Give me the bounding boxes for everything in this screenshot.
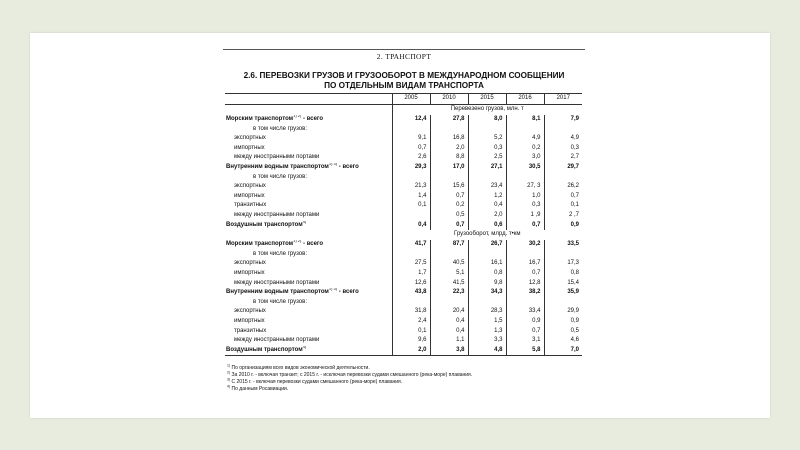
value-cell: 0,5 [544, 326, 582, 336]
value-cell: 26,7 [468, 240, 506, 250]
value-cell: 22,3 [430, 288, 468, 298]
value-cell: 3,8 [430, 346, 468, 356]
value-cell: 17,3 [544, 259, 582, 269]
chapter-header: 2. ТРАНСПОРТ [376, 52, 432, 61]
footnote-text: За 2010 г. - включая транзит; с 2015 г. - исключая перевозки судами смешанного (река-море) плавания. [230, 372, 473, 378]
footnote-text: С 2015 г. - включая перевозки судами смешанного (река-море) плавания. [230, 379, 403, 385]
value-cell: 15,6 [430, 182, 468, 192]
data-table [225, 93, 582, 356]
value-cell [392, 298, 430, 308]
value-cell: 0,9 [544, 317, 582, 327]
table-row [225, 240, 582, 250]
value-cell [544, 173, 582, 183]
value-cell: 9,1 [392, 134, 430, 144]
row-label: в том числе грузов: [253, 250, 307, 257]
value-cell: 0,8 [468, 269, 506, 279]
row-label: транзитных [234, 202, 267, 209]
footnote-mark: 3) [227, 377, 231, 382]
row-label-suffix: - всего [337, 289, 359, 296]
value-cell: 3,0 [506, 153, 544, 163]
value-cell: 1,3 [468, 326, 506, 336]
value-cell [430, 298, 468, 308]
value-cell: 1 ,9 [506, 211, 544, 221]
row-label-cell [225, 259, 392, 269]
value-cell: 29,7 [544, 163, 582, 173]
table-row [225, 125, 582, 135]
value-cell: 38,2 [506, 288, 544, 298]
value-cell: 5,2 [468, 134, 506, 144]
value-cell: 17,0 [430, 163, 468, 173]
value-cell: 2,6 [392, 153, 430, 163]
value-cell: 87,7 [430, 240, 468, 250]
row-footnote-mark: 4) [302, 345, 307, 349]
footnote-mark: 2) [227, 370, 231, 375]
table-row [225, 307, 582, 317]
row-label-cell [225, 173, 392, 183]
value-cell: 29,9 [544, 307, 582, 317]
row-label-cell [225, 163, 392, 173]
section-caption: Грузооборот, млрд. т•км [392, 230, 582, 240]
value-cell: 0,7 [506, 221, 544, 231]
header-rule [223, 49, 585, 50]
value-cell: 16,8 [430, 134, 468, 144]
row-label-suffix: - всего [301, 241, 323, 248]
value-cell: 0,4 [430, 317, 468, 327]
value-cell [506, 250, 544, 260]
value-cell: 34,3 [468, 288, 506, 298]
table-body [225, 94, 582, 356]
value-cell: 12,6 [392, 279, 430, 289]
row-label: импортных [234, 317, 265, 324]
table-row [225, 326, 582, 336]
value-cell: 0,4 [392, 221, 430, 231]
row-label-cell [225, 153, 392, 163]
value-cell [392, 125, 430, 135]
document-page [30, 33, 770, 418]
row-footnote-mark: 1) 2) [293, 115, 302, 119]
row-label-cell [225, 144, 392, 154]
row-label: между иностранными портами [234, 154, 320, 161]
row-label: Морским транспортом [226, 241, 294, 248]
row-label: Морским транспортом [226, 116, 294, 123]
value-cell: 21,3 [392, 182, 430, 192]
value-cell: 27, 3 [506, 182, 544, 192]
row-label: экспортных [234, 135, 266, 142]
footnote [227, 372, 587, 379]
value-cell: 0,1 [392, 201, 430, 211]
value-cell: 12,8 [506, 279, 544, 289]
value-cell: 4,8 [468, 346, 506, 356]
value-cell: 1,5 [468, 317, 506, 327]
value-cell: 0,6 [468, 221, 506, 231]
value-cell [392, 211, 430, 221]
value-cell: 2,0 [430, 144, 468, 154]
year-header: 2015 [468, 94, 506, 105]
section-caption-row [225, 105, 582, 116]
table-row [225, 250, 582, 260]
value-cell: 4,6 [544, 336, 582, 346]
value-cell: 2,7 [544, 153, 582, 163]
value-cell: 0,8 [544, 269, 582, 279]
value-cell: 8,1 [506, 115, 544, 125]
value-cell: 30,2 [506, 240, 544, 250]
row-label: экспортных [234, 260, 266, 267]
value-cell: 1,4 [392, 192, 430, 202]
value-cell: 0,7 [506, 269, 544, 279]
section-blank [225, 230, 392, 240]
value-cell: 20,4 [430, 307, 468, 317]
row-label: импортных [234, 192, 265, 199]
row-label: экспортных [234, 308, 266, 315]
row-label-cell [225, 307, 392, 317]
value-cell: 0,7 [544, 192, 582, 202]
value-cell: 0,9 [544, 221, 582, 231]
row-label-cell [225, 221, 392, 231]
table-row [225, 201, 582, 211]
table-row [225, 211, 582, 221]
value-cell: 4,9 [544, 134, 582, 144]
value-cell: 43,8 [392, 288, 430, 298]
row-label-suffix: - всего [337, 164, 359, 171]
row-label: в том числе грузов: [253, 298, 307, 305]
row-label: экспортных [234, 183, 266, 190]
value-cell [468, 173, 506, 183]
table-row [225, 163, 582, 173]
value-cell: 0,5 [430, 211, 468, 221]
table-row [225, 153, 582, 163]
value-cell: 30,5 [506, 163, 544, 173]
value-cell: 3,1 [506, 336, 544, 346]
table-row [225, 346, 582, 356]
value-cell: 7,0 [544, 346, 582, 356]
table-row [225, 115, 582, 125]
value-cell [430, 250, 468, 260]
value-cell [544, 125, 582, 135]
row-footnote-mark: 4) [302, 220, 307, 224]
footnotes [227, 365, 587, 393]
row-label: Воздушным транспортом [226, 346, 303, 353]
value-cell: 28,3 [468, 307, 506, 317]
value-cell: 7,9 [544, 115, 582, 125]
value-cell: 0,3 [506, 201, 544, 211]
table-row [225, 298, 582, 308]
row-label-cell [225, 211, 392, 221]
year-header: 2010 [430, 94, 468, 105]
value-cell: 27,5 [392, 259, 430, 269]
value-cell: 0,7 [392, 144, 430, 154]
table-title-line-2: ПО ОТДЕЛЬНЫМ ВИДАМ ТРАНСПОРТА [324, 81, 484, 90]
value-cell: 0,1 [392, 326, 430, 336]
value-cell: 2 ,7 [544, 211, 582, 221]
row-label: между иностранными портами [234, 337, 320, 344]
row-label: между иностранными портами [234, 212, 320, 219]
row-footnote-mark: 1) 3) [328, 288, 338, 292]
row-label-cell [225, 240, 392, 250]
table-row [225, 182, 582, 192]
value-cell: 41,7 [392, 240, 430, 250]
footnote-mark: 1) [227, 363, 231, 368]
value-cell: 4,9 [506, 134, 544, 144]
row-label: импортных [234, 270, 265, 276]
value-cell: 23,4 [468, 182, 506, 192]
value-cell: 5,8 [506, 346, 544, 356]
value-cell: 0,3 [544, 144, 582, 154]
value-cell: 29,3 [392, 163, 430, 173]
value-cell: 40,5 [430, 259, 468, 269]
value-cell: 26,2 [544, 182, 582, 192]
year-header: 2005 [392, 94, 430, 105]
section-caption: Перевезено грузов, млн. т [392, 105, 582, 116]
row-label: между иностранными портами [234, 279, 320, 286]
value-cell: 0,7 [430, 192, 468, 202]
value-cell [392, 173, 430, 183]
footnote-text: По данным Росавиации. [230, 386, 289, 392]
row-label-cell [225, 125, 392, 135]
value-cell: 0,2 [506, 144, 544, 154]
value-cell: 2,0 [468, 211, 506, 221]
value-cell: 1,0 [506, 192, 544, 202]
value-cell [506, 173, 544, 183]
section-caption-row [225, 230, 582, 240]
row-label-cell [225, 288, 392, 298]
value-cell [544, 250, 582, 260]
value-cell: 16,1 [468, 259, 506, 269]
value-cell: 0,7 [506, 326, 544, 336]
row-label-cell [225, 115, 392, 125]
row-label-cell [225, 192, 392, 202]
value-cell: 3,3 [468, 336, 506, 346]
footnote-mark: 4) [227, 384, 231, 389]
row-label: транзитных [234, 327, 267, 334]
value-cell [468, 298, 506, 308]
table-row [225, 288, 582, 298]
year-header: 2017 [544, 94, 582, 105]
value-cell: 9,8 [468, 279, 506, 289]
row-label: в том числе грузов: [253, 173, 307, 180]
table-row [225, 317, 582, 327]
value-cell: 0,2 [430, 201, 468, 211]
row-label-cell [225, 346, 392, 356]
table-row [225, 134, 582, 144]
value-cell: 1,1 [430, 336, 468, 346]
row-label-suffix: - всего [301, 116, 323, 123]
value-cell [392, 250, 430, 260]
value-cell [468, 125, 506, 135]
footnote [227, 386, 587, 393]
value-cell [544, 298, 582, 308]
row-label-cell [225, 182, 392, 192]
row-label-cell [225, 269, 392, 279]
value-cell: 8,0 [468, 115, 506, 125]
table-row [225, 144, 582, 154]
value-cell: 0,7 [430, 221, 468, 231]
value-cell: 0,4 [468, 201, 506, 211]
footnote [227, 365, 587, 372]
table-row [225, 269, 582, 279]
value-cell: 2,4 [392, 317, 430, 327]
value-cell: 33,5 [544, 240, 582, 250]
value-cell: 8,8 [430, 153, 468, 163]
table-row [225, 192, 582, 202]
table-row [225, 279, 582, 289]
header-blank [225, 94, 392, 105]
value-cell: 27,1 [468, 163, 506, 173]
row-label-cell [225, 250, 392, 260]
row-label-cell [225, 336, 392, 346]
value-cell: 5,1 [430, 269, 468, 279]
row-label-cell [225, 317, 392, 327]
row-label-cell [225, 201, 392, 211]
value-cell: 27,8 [430, 115, 468, 125]
value-cell: 35,9 [544, 288, 582, 298]
table-row [225, 336, 582, 346]
row-footnote-mark: 1) 2) [293, 240, 302, 244]
row-footnote-mark: 1) 3) [328, 162, 338, 167]
header-row [225, 94, 582, 105]
value-cell [506, 125, 544, 135]
year-header: 2016 [506, 94, 544, 105]
value-cell: 0,9 [506, 317, 544, 327]
value-cell: 41,5 [430, 279, 468, 289]
value-cell: 1,7 [392, 269, 430, 279]
value-cell: 0,4 [430, 326, 468, 336]
value-cell: 33,4 [506, 307, 544, 317]
row-label: в том числе грузов: [253, 125, 307, 132]
row-label: импортных [234, 144, 265, 151]
footnote-text: По организациям всех видов экономической деятельности. [230, 365, 370, 371]
table-title-line-1: 2.6. ПЕРЕВОЗКИ ГРУЗОВ И ГРУЗООБОРОТ В МЕЖДУНАРОДНОМ СООБЩЕНИИ [243, 71, 565, 80]
row-label: Внутренним водным транспортом [226, 164, 329, 171]
footnote [227, 379, 587, 386]
value-cell [468, 250, 506, 260]
value-cell: 15,4 [544, 279, 582, 289]
row-label-cell [225, 298, 392, 308]
value-cell [430, 173, 468, 183]
row-label: Внутренним водным транспортом [226, 289, 329, 296]
value-cell [506, 298, 544, 308]
table-row [225, 259, 582, 269]
value-cell [430, 125, 468, 135]
row-label-cell [225, 134, 392, 144]
value-cell: 9,6 [392, 336, 430, 346]
row-label: Воздушным транспортом [226, 221, 303, 228]
value-cell: 0,1 [544, 201, 582, 211]
value-cell: 2,0 [392, 346, 430, 356]
value-cell: 2,5 [468, 153, 506, 163]
row-label-cell [225, 326, 392, 336]
value-cell: 12,4 [392, 115, 430, 125]
table-row [225, 173, 582, 183]
table-row [225, 221, 582, 231]
data-table-container [225, 93, 582, 356]
value-cell: 0,3 [468, 144, 506, 154]
value-cell: 16,7 [506, 259, 544, 269]
value-cell: 1,2 [468, 192, 506, 202]
value-cell: 31,8 [392, 307, 430, 317]
